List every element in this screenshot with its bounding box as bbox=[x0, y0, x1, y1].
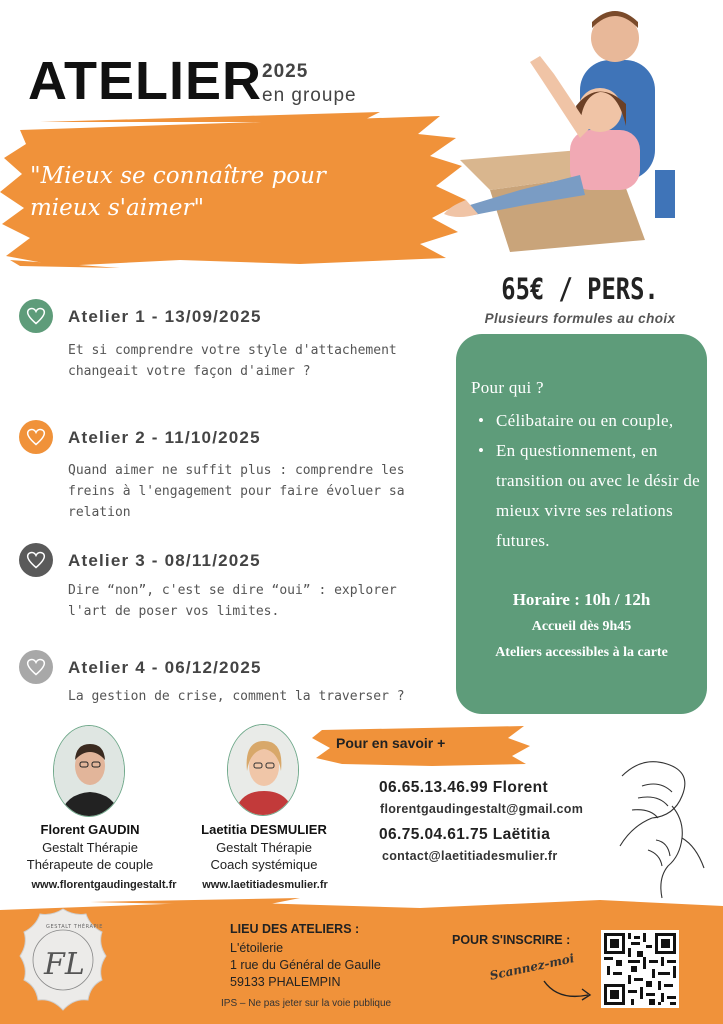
workshop-2-description: Quand aimer ne suffit plus : comprendre les freins à l'engagement pour faire évoluer sa relation bbox=[68, 463, 405, 520]
price: 65€ / PERS. bbox=[501, 272, 659, 306]
list-item: • Célibataire ou en couple, bbox=[478, 406, 703, 436]
location-city: 59133 PHALEMPIN bbox=[230, 975, 341, 989]
workshop-3-title: Atelier 3 - 08/11/2025 bbox=[68, 551, 261, 570]
florent-email[interactable]: florentgaudingestalt@gmail.com bbox=[380, 802, 584, 816]
title-subtitle: en groupe bbox=[262, 85, 357, 106]
page-title: ATELIER bbox=[28, 51, 262, 111]
gestalt-logo bbox=[16, 906, 110, 1014]
workshop-3-description: Dire “non”, c'est se dire “oui” : explorer l'art de poser vos limites. bbox=[68, 583, 397, 619]
workshop-4-title: Atelier 4 - 06/12/2025 bbox=[68, 658, 262, 677]
phone-number[interactable]: 06.65.13.46.99 bbox=[379, 779, 489, 796]
laetitia-phone[interactable] bbox=[379, 826, 550, 844]
contact-first-name: Florent bbox=[492, 779, 549, 796]
phone-number[interactable]: 06.75.04.61.75 bbox=[379, 826, 489, 843]
therapist-laetitia bbox=[192, 822, 336, 872]
heart-icon bbox=[19, 420, 53, 454]
audience-question: Pour qui ? bbox=[471, 378, 544, 397]
couple-photo bbox=[430, 0, 723, 255]
workshop-4-description: La gestion de crise, comment la traverser ? bbox=[68, 689, 405, 704]
therapist-name: Laetitia DESMULIER bbox=[201, 822, 327, 837]
audience-card bbox=[456, 334, 707, 714]
arrow-icon bbox=[540, 975, 596, 1005]
workshop-1-description: Et si comprendre votre style d'attachement changeait votre façon d'aimer ? bbox=[68, 343, 397, 379]
welcome-time: Accueil dès 9h45 bbox=[531, 619, 632, 634]
slogan: "Mieux se connaître pour mieux s'aimer" bbox=[30, 163, 326, 221]
hands-line-art bbox=[612, 746, 712, 906]
ips-notice: IPS – Ne pas jeter sur la voie publique bbox=[221, 998, 392, 1009]
workshop-2-title: Atelier 2 - 11/10/2025 bbox=[68, 428, 261, 447]
more-info-label: Pour en savoir + bbox=[336, 735, 446, 751]
scan-me-label: Scannez-moi bbox=[488, 951, 576, 983]
schedule-hours: Horaire : 10h / 12h bbox=[512, 590, 651, 609]
location-street: 1 rue du Général de Gaulle bbox=[230, 958, 381, 972]
avatar bbox=[53, 725, 125, 817]
audience-list bbox=[478, 406, 703, 556]
laetitia-email[interactable]: contact@laetitiadesmulier.fr bbox=[382, 849, 558, 863]
a-la-carte-note: Ateliers accessibles à la carte bbox=[495, 645, 668, 660]
logo-arc-text: GESTALT THÉRAPIE bbox=[46, 924, 103, 930]
contact-first-name: Laëtitia bbox=[492, 826, 551, 843]
location-title: LIEU DES ATELIERS : bbox=[230, 922, 360, 936]
register-label: POUR S'INSCRIRE : bbox=[452, 933, 571, 947]
therapist-specialty: Gestalt Thérapie bbox=[216, 840, 312, 855]
therapist-website[interactable]: www.florentgaudingestalt.fr bbox=[31, 879, 177, 891]
heart-icon bbox=[19, 543, 53, 577]
therapist-website[interactable]: www.laetitiadesmulier.fr bbox=[202, 879, 328, 891]
logo-initials: FL bbox=[44, 947, 85, 982]
workshop-1-title: Atelier 1 - 13/09/2025 bbox=[68, 307, 262, 326]
heart-icon bbox=[19, 650, 53, 684]
therapist-name: Florent GAUDIN bbox=[40, 822, 140, 837]
list-item: • En questionnement, en transition ou avec le désir de mieux vivre ses relations futures. bbox=[478, 436, 703, 556]
therapist-florent bbox=[20, 822, 160, 872]
therapist-specialty: Gestalt Thérapie bbox=[42, 840, 138, 855]
qr-code[interactable] bbox=[601, 930, 679, 1008]
therapist-role: Coach systémique bbox=[210, 857, 318, 872]
avatar bbox=[227, 724, 299, 816]
florent-phone[interactable] bbox=[379, 779, 548, 797]
title-year: 2025 bbox=[262, 61, 309, 82]
therapist-role: Thérapeute de couple bbox=[26, 857, 154, 872]
heart-icon bbox=[19, 299, 53, 333]
location-venue: L'étoilerie bbox=[230, 941, 284, 955]
formulas-note: Plusieurs formules au choix bbox=[484, 311, 676, 326]
